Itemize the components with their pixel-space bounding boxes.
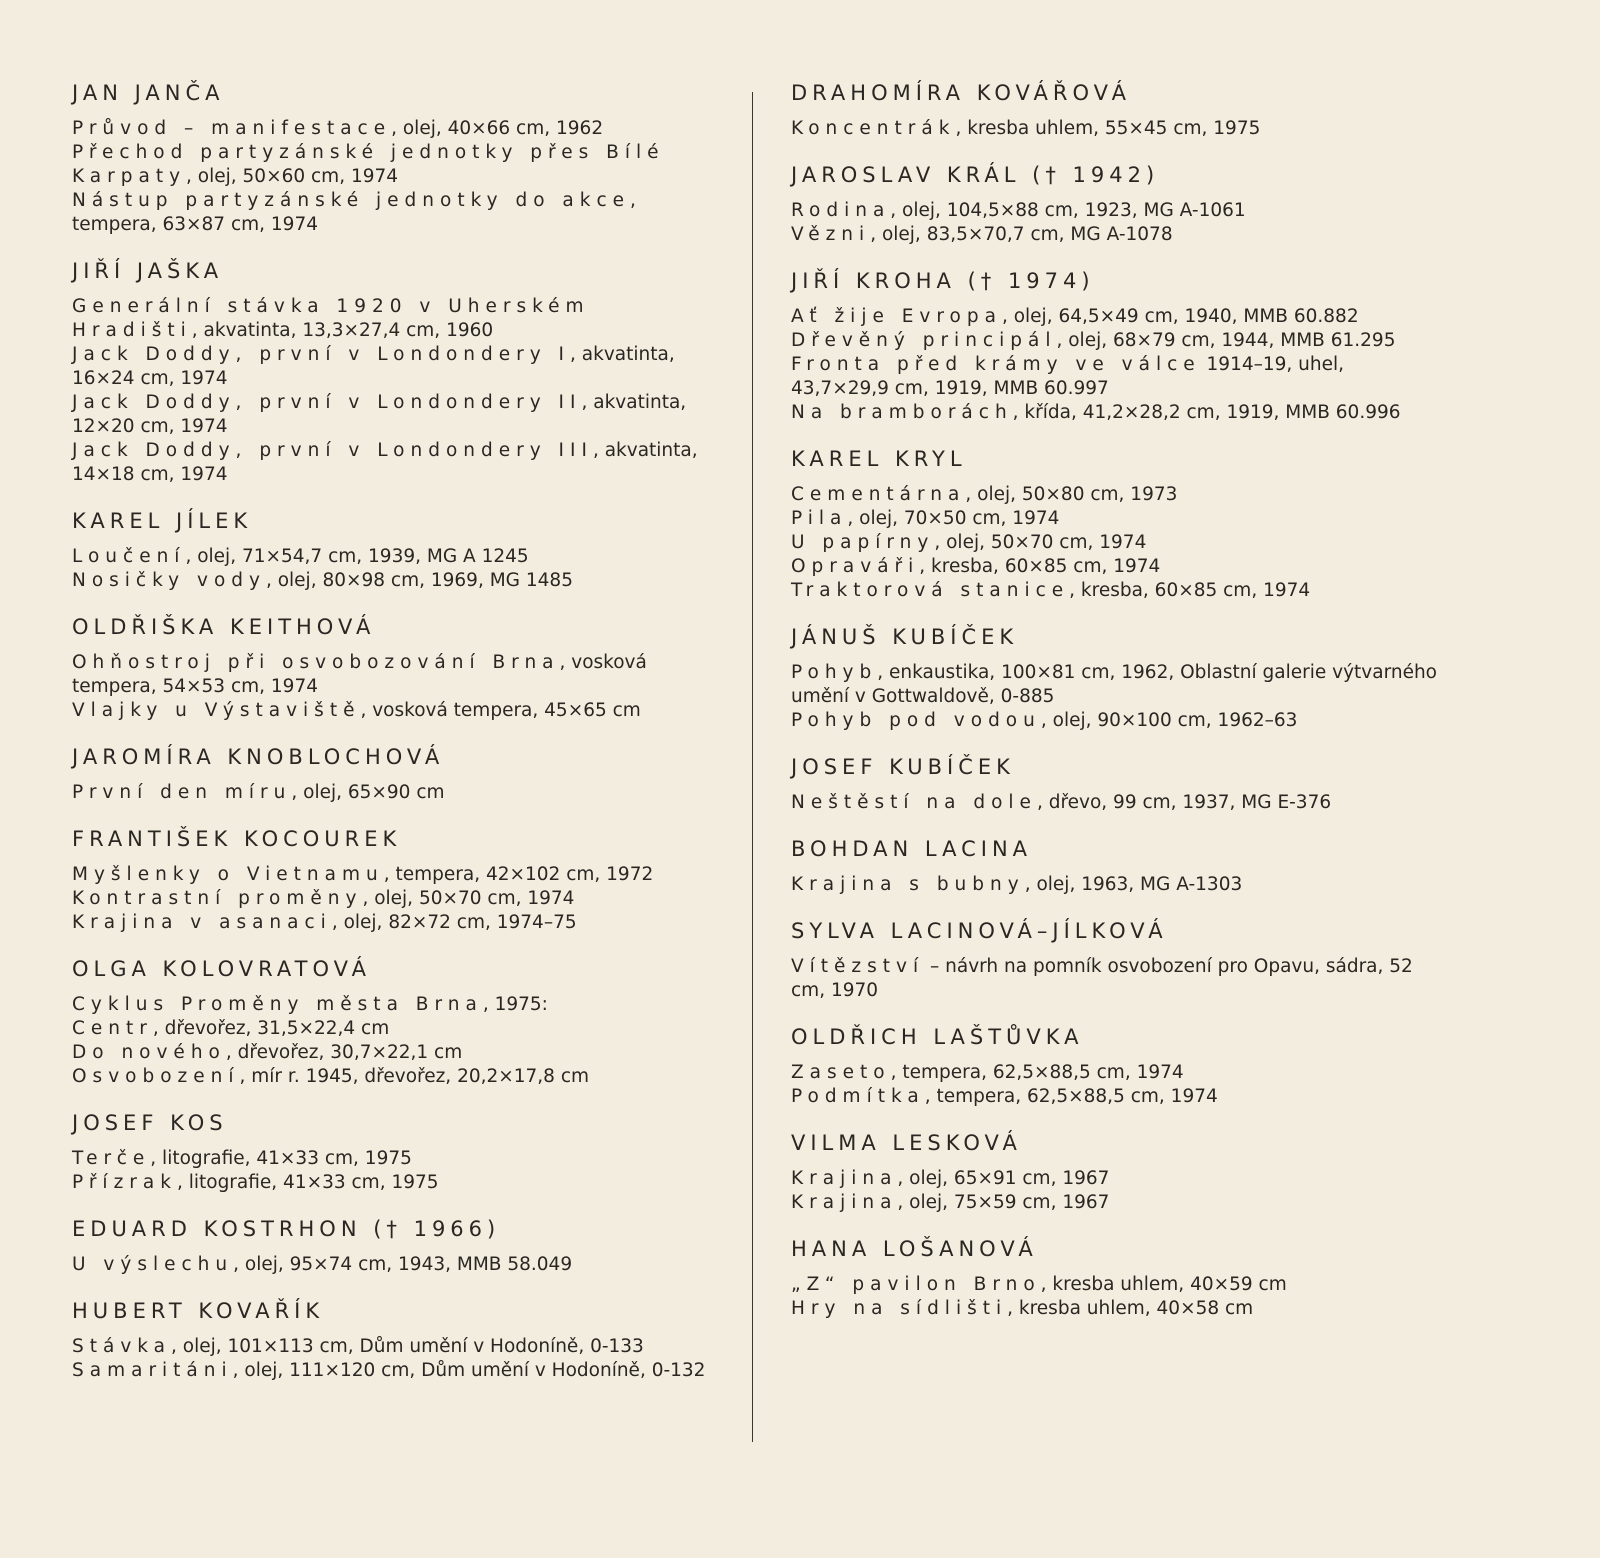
artwork-item xyxy=(72,863,720,887)
right-column xyxy=(791,80,1441,1342)
artist-entry xyxy=(791,80,1441,141)
artist-entry xyxy=(72,956,720,1089)
artwork-details: , olej, 70×50 cm, 1974 xyxy=(847,508,1060,529)
artist-entry xyxy=(791,624,1441,733)
artist-entry xyxy=(791,268,1441,425)
artwork-item xyxy=(791,305,1441,329)
artwork-details: , kresba, 60×85 cm, 1974 xyxy=(919,556,1161,577)
artwork-item xyxy=(72,439,720,487)
artwork-details: , olej, 65×90 cm xyxy=(291,782,445,803)
artwork-list xyxy=(791,1061,1441,1109)
artwork-title: Zaseto xyxy=(791,1062,891,1083)
artwork-details: , olej, 50×70 cm, 1974 xyxy=(362,888,575,909)
artwork-details: , olej, 83,5×70,7 cm, MG A-1078 xyxy=(870,224,1173,245)
artwork-title: Samaritáni xyxy=(72,1360,233,1381)
artwork-list xyxy=(72,651,720,723)
artwork-details: , olej, 95×74 cm, 1943, MMB 58.049 xyxy=(233,1254,573,1275)
artwork-details: , olej, 50×70 cm, 1974 xyxy=(934,532,1147,553)
artwork-title: Vězni xyxy=(791,224,871,245)
artwork-item xyxy=(791,199,1441,223)
artist-name: EDUARD KOSTRHON († 1966) xyxy=(72,1217,501,1241)
artist-name: JOSEF KOS xyxy=(72,1111,228,1135)
artwork-title: U výslechu xyxy=(72,1254,234,1275)
artwork-list xyxy=(791,1167,1441,1215)
artwork-item xyxy=(791,791,1441,815)
artist-name: JOSEF KUBÍČEK xyxy=(791,755,1015,779)
artwork-list xyxy=(791,117,1441,141)
artwork-details: – návrh na pomník osvobození pro Opavu, sádra, 52 cm, 1970 xyxy=(791,956,1413,1001)
artist-entry xyxy=(72,614,720,723)
artist-entry xyxy=(72,826,720,935)
artwork-details: , akvatinta, 13,3×27,4 cm, 1960 xyxy=(191,320,494,341)
artwork-details: , olej, 64,5×49 cm, 1940, MMB 60.882 xyxy=(1001,306,1359,327)
artwork-list xyxy=(791,661,1441,733)
artist-entry xyxy=(791,446,1441,603)
artwork-details: 1914–19, uhel, 43,7×29,9 cm, 1919, MMB 60.997 xyxy=(791,354,1345,399)
artwork-details: , kresba uhlem, 55×45 cm, 1975 xyxy=(955,118,1261,139)
artwork-title: První den míru xyxy=(72,782,292,803)
artwork-list xyxy=(791,483,1441,603)
artwork-item xyxy=(72,1017,720,1041)
artwork-item xyxy=(791,531,1441,555)
artwork-title: Myšlenky o Vietnamu xyxy=(72,864,384,885)
artwork-title: Loučení xyxy=(72,546,186,567)
artwork-item xyxy=(72,391,720,439)
artwork-title: Koncentrák xyxy=(791,118,956,139)
artwork-item xyxy=(791,709,1441,733)
artwork-details: , olej, 40×66 cm, 1962 xyxy=(391,118,604,139)
artwork-item xyxy=(791,1297,1441,1321)
artwork-title: Hry na sídlišti xyxy=(791,1298,1008,1319)
artwork-title: Do nového xyxy=(72,1042,226,1063)
artwork-title: Neštěstí na dole xyxy=(791,792,1037,813)
artwork-item xyxy=(791,353,1441,401)
artist-entry xyxy=(791,1236,1441,1321)
artwork-details: , 1975: xyxy=(482,994,548,1015)
artwork-item xyxy=(72,1147,720,1171)
artwork-item xyxy=(72,1359,720,1383)
artwork-details: , enkaustika, 100×81 cm, 1962, Oblastní galerie výtvarného umění v Gottwaldově, 0-885 xyxy=(791,662,1437,707)
artwork-title: Fronta před krámy ve válce xyxy=(791,354,1201,375)
artwork-details: , mír r. 1945, dřevořez, 20,2×17,8 cm xyxy=(239,1066,590,1087)
artwork-list xyxy=(791,791,1441,815)
artist-name: JAN JANČA xyxy=(72,81,225,105)
artwork-item xyxy=(791,1085,1441,1109)
artwork-title: Centr xyxy=(72,1018,153,1039)
artwork-details: , olej, 68×79 cm, 1944, MMB 61.295 xyxy=(1056,330,1396,351)
artwork-details: , kresba uhlem, 40×58 cm xyxy=(1007,1298,1254,1319)
artwork-details: , kresba, 60×85 cm, 1974 xyxy=(1069,580,1311,601)
artwork-item xyxy=(791,329,1441,353)
artwork-item xyxy=(72,189,720,237)
artwork-title: Stávka xyxy=(72,1336,172,1357)
artwork-title: Podmítka xyxy=(791,1086,925,1107)
artwork-title: Dřevěný principál xyxy=(791,330,1057,351)
artwork-item xyxy=(791,579,1441,603)
artist-name: JIŘÍ KROHA († 1974) xyxy=(791,269,1095,293)
artist-entry xyxy=(791,918,1441,1003)
artist-entry xyxy=(791,754,1441,815)
artwork-details: , olej, 104,5×88 cm, 1923, MG A-1061 xyxy=(890,200,1246,221)
artwork-title: Terče xyxy=(72,1148,151,1169)
artwork-details: , olej, 101×113 cm, Dům umění v Hodoníně, 0-133 xyxy=(171,1336,644,1357)
artwork-item xyxy=(791,555,1441,579)
artwork-title: Jack Doddy, první v Londondery II xyxy=(72,392,582,413)
artwork-details: , olej, 75×59 cm, 1967 xyxy=(897,1192,1110,1213)
artwork-item xyxy=(72,545,720,569)
artist-entry xyxy=(72,80,720,237)
artwork-title: Krajina v asanaci xyxy=(72,912,332,933)
artist-name: KAREL KRYL xyxy=(791,447,967,471)
artwork-item xyxy=(791,1061,1441,1085)
artwork-details: , olej, 50×60 cm, 1974 xyxy=(186,166,399,187)
artist-name: FRANTIŠEK KOCOUREK xyxy=(72,827,402,851)
artwork-item xyxy=(791,873,1441,897)
artwork-item xyxy=(72,1065,720,1089)
artwork-details: , kresba uhlem, 40×59 cm xyxy=(1040,1274,1287,1295)
artwork-title: Opraváři xyxy=(791,556,920,577)
artwork-title: Osvobození xyxy=(72,1066,240,1087)
artwork-item xyxy=(72,141,720,189)
artwork-title: Nosičky vody xyxy=(72,570,266,591)
artwork-item xyxy=(72,651,720,699)
artwork-title: Vlajky u Výstaviště xyxy=(72,700,361,721)
artwork-item xyxy=(791,955,1441,1003)
artwork-title: Jack Doddy, první v Londondery I xyxy=(72,344,571,365)
artwork-title: Kontrastní proměny xyxy=(72,888,363,909)
artwork-list xyxy=(72,1147,720,1195)
artwork-item xyxy=(791,507,1441,531)
artist-name: OLGA KOLOVRATOVÁ xyxy=(72,957,372,981)
artwork-details: , křída, 41,2×28,2 cm, 1919, MMB 60.996 xyxy=(1012,402,1401,423)
artwork-title: Krajina xyxy=(791,1168,898,1189)
artwork-item xyxy=(72,343,720,391)
artwork-item xyxy=(791,1167,1441,1191)
artwork-list xyxy=(72,1335,720,1383)
artwork-list xyxy=(72,1253,720,1277)
artwork-title: Nástup partyzánské jednotky do akce xyxy=(72,190,631,211)
artwork-item xyxy=(72,117,720,141)
artwork-details: , tempera, 62,5×88,5 cm, 1974 xyxy=(924,1086,1218,1107)
artist-entry xyxy=(791,1024,1441,1109)
artwork-details: , dřevo, 99 cm, 1937, MG E-376 xyxy=(1036,792,1332,813)
artist-name: BOHDAN LACINA xyxy=(791,837,1033,861)
artwork-item xyxy=(791,1273,1441,1297)
artwork-title: Ohňostroj při osvobozování Brna xyxy=(72,652,560,673)
artwork-item xyxy=(72,1041,720,1065)
artwork-details: , olej, 65×91 cm, 1967 xyxy=(897,1168,1110,1189)
artwork-item xyxy=(72,911,720,935)
artwork-details: , olej, 80×98 cm, 1969, MG 1485 xyxy=(265,570,573,591)
artist-name: DRAHOMÍRA KOVÁŘOVÁ xyxy=(791,81,1132,105)
artist-entry xyxy=(72,744,720,805)
artist-name: HANA LOŠANOVÁ xyxy=(791,1237,1038,1261)
artwork-details: , olej, 50×80 cm, 1973 xyxy=(965,484,1178,505)
artwork-title: Přechod partyzánské jednotky přes Bílé Karpaty xyxy=(72,142,665,187)
artwork-details: , olej, 71×54,7 cm, 1939, MG A 1245 xyxy=(185,546,529,567)
artwork-details: , olej, 90×100 cm, 1962–63 xyxy=(1040,710,1298,731)
artwork-details: , olej, 111×120 cm, Dům umění v Hodoníně, 0-132 xyxy=(232,1360,706,1381)
artwork-list xyxy=(72,117,720,237)
artwork-list xyxy=(791,955,1441,1003)
artwork-details: , tempera, 62,5×88,5 cm, 1974 xyxy=(890,1062,1184,1083)
artwork-list xyxy=(791,1273,1441,1321)
artwork-item xyxy=(791,661,1441,709)
artwork-title: Přízrak xyxy=(72,1172,177,1193)
artwork-details: , vosková tempera, 45×65 cm xyxy=(360,700,641,721)
artwork-title: Krajina xyxy=(791,1192,898,1213)
artwork-item xyxy=(72,1335,720,1359)
artist-entry xyxy=(791,1130,1441,1215)
artwork-details: , akvatinta, 16×24 cm, 1974 xyxy=(72,344,675,389)
artwork-list xyxy=(72,993,720,1089)
artwork-title: Cyklus Proměny města Brna xyxy=(72,994,483,1015)
artist-entry xyxy=(72,1298,720,1383)
artwork-details: , olej, 82×72 cm, 1974–75 xyxy=(331,912,577,933)
artwork-item xyxy=(72,569,720,593)
artwork-details: , tempera, 63×87 cm, 1974 xyxy=(72,190,636,235)
artwork-title: Vítězství xyxy=(791,956,925,977)
artwork-item xyxy=(72,699,720,723)
artwork-title: Jack Doddy, první v Londondery III xyxy=(72,440,593,461)
artwork-title: Traktorová stanice xyxy=(791,580,1070,601)
artwork-item xyxy=(791,483,1441,507)
artwork-item xyxy=(791,1191,1441,1215)
artist-entry xyxy=(791,836,1441,897)
artist-name: JAROMÍRA KNOBLOCHOVÁ xyxy=(72,745,445,769)
column-divider xyxy=(752,92,753,1442)
artist-name: JAROSLAV KRÁL († 1942) xyxy=(791,163,1160,187)
artist-name: VILMA LESKOVÁ xyxy=(791,1131,1022,1155)
artwork-list xyxy=(72,863,720,935)
artwork-title: Průvod – manifestace xyxy=(72,118,392,139)
artwork-title: Pohyb pod vodou xyxy=(791,710,1041,731)
artwork-title: Krajina s bubny xyxy=(791,874,1025,895)
artwork-title: Pohyb xyxy=(791,662,878,683)
artwork-details: , dřevořez, 30,7×22,1 cm xyxy=(225,1042,463,1063)
artist-name: KAREL JÍLEK xyxy=(72,509,253,533)
artwork-details: , olej, 1963, MG A-1303 xyxy=(1024,874,1243,895)
artist-name: JIŘÍ JAŠKA xyxy=(72,259,224,283)
artwork-details: , akvatinta, 12×20 cm, 1974 xyxy=(72,392,687,437)
artwork-title: Ať žije Evropa xyxy=(791,306,1002,327)
artist-name: HUBERT KOVAŘÍK xyxy=(72,1299,325,1323)
artist-name: JÁNUŠ KUBÍČEK xyxy=(791,625,1019,649)
artist-name: OLDŘIŠKA KEITHOVÁ xyxy=(72,615,376,639)
artwork-title: U papírny xyxy=(791,532,935,553)
artwork-list xyxy=(791,305,1441,425)
artist-entry xyxy=(72,1216,720,1277)
artwork-details: , akvatinta, 14×18 cm, 1974 xyxy=(72,440,698,485)
artwork-item xyxy=(791,117,1441,141)
artwork-list xyxy=(72,545,720,593)
artwork-list xyxy=(72,295,720,487)
artwork-title: Generální stávka 1920 v Uherském Hradišti xyxy=(72,296,590,341)
artwork-item xyxy=(72,887,720,911)
artwork-item xyxy=(72,295,720,343)
artwork-title: „Z“ pavilon Brno xyxy=(791,1274,1041,1295)
left-column xyxy=(72,80,720,1404)
artwork-item xyxy=(791,401,1441,425)
artist-entry xyxy=(72,258,720,487)
artwork-title: Rodina xyxy=(791,200,891,221)
artwork-details: , litografie, 41×33 cm, 1975 xyxy=(176,1172,439,1193)
artist-entry xyxy=(72,508,720,593)
artwork-item xyxy=(791,223,1441,247)
artist-entry xyxy=(72,1110,720,1195)
artist-name: SYLVA LACINOVÁ–JÍLKOVÁ xyxy=(791,919,1168,943)
artwork-item xyxy=(72,993,720,1017)
artist-entry xyxy=(791,162,1441,247)
artwork-list xyxy=(72,781,720,805)
artwork-details: , dřevořez, 31,5×22,4 cm xyxy=(152,1018,390,1039)
artwork-details: , litografie, 41×33 cm, 1975 xyxy=(150,1148,412,1169)
artwork-details: , vosková tempera, 54×53 cm, 1974 xyxy=(72,652,647,697)
artwork-list xyxy=(791,199,1441,247)
artwork-item xyxy=(72,1171,720,1195)
artwork-title: Cementárna xyxy=(791,484,966,505)
artwork-title: Na bramborách xyxy=(791,402,1013,423)
artwork-title: Pila xyxy=(791,508,848,529)
artist-name: OLDŘICH LAŠTŮVKA xyxy=(791,1025,1084,1049)
artwork-list xyxy=(791,873,1441,897)
artwork-item xyxy=(72,1253,720,1277)
artwork-details: , tempera, 42×102 cm, 1972 xyxy=(383,864,654,885)
artwork-item xyxy=(72,781,720,805)
